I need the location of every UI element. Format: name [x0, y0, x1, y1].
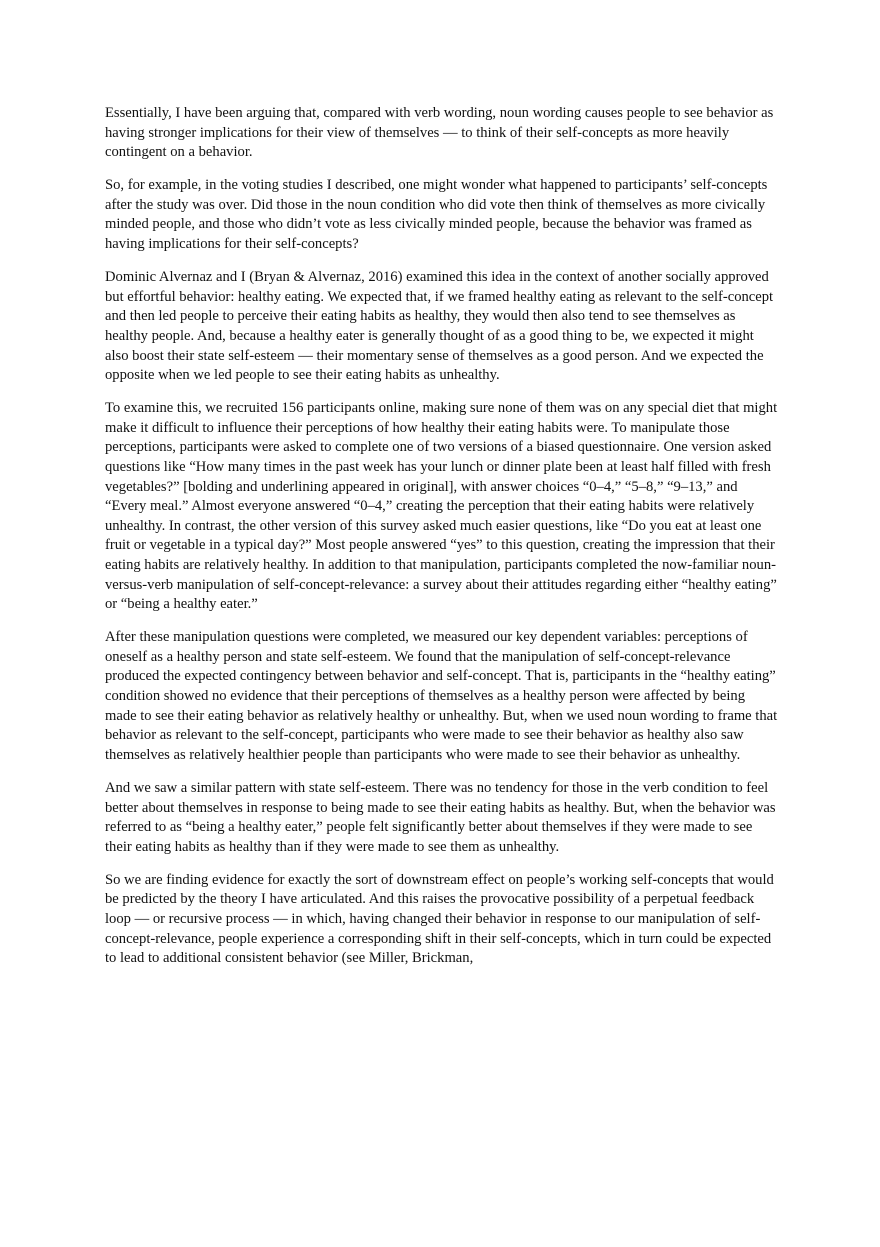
paragraph-7: So we are finding evidence for exactly the sort of downstream effect on people’s working self-concepts that would be predicted by the theory I have articulated. And this raises the provocative possibility of a perpetual feedback loop — or recursive process — in which, having changed their behavior in response to our manipulation of self-concept-relevance, people experience a corresponding shift in their self-concepts, which in turn could be expected to lead to additional consistent behavior (see Miller, Brickman, — [105, 871, 774, 967]
paragraph-2: So, for example, in the voting studies I described, one might wonder what happened to participants’ self-concepts after the study was over. Did those in the noun condition who did vote then think of themselves as more civically minded people, and those who didn’t vote as less civically minded people, because the behavior was framed as having implications for their self-concepts? — [105, 177, 768, 253]
paragraph-1: Essentially, I have been arguing that, compared with verb wording, noun wording causes people to see behavior as having stronger implications for their view of themselves — to think of their self-concepts as more heavily contingent on a behavior. — [105, 105, 774, 161]
paragraph-3: Dominic Alvernaz and I (Bryan & Alvernaz, 2016) examined this idea in the context of another socially approved but effortful behavior: healthy eating. We expected that, if we framed healthy eating as relevant to the self-concept and then led people to perceive their eating habits as healthy, they would then also tend to see themselves as healthy people. And, because a healthy eater is generally thought of as a good thing to be, we expected it might also boost their state self-esteem — their momentary sense of themselves as a good person. And we expected the opposite when we led people to see their eating habits as unhealthy. — [105, 269, 774, 384]
body-text — [105, 104, 780, 982]
paragraph-6: And we saw a similar pattern with state self-esteem. There was no tendency for those in the verb condition to feel better about themselves in response to being made to see their eating habits as healthy. But, when the behavior was referred to as “being a healthy eater,” people felt significantly better about themselves if they were made to see their eating habits as healthy than if they were made to see them as unhealthy. — [105, 779, 776, 855]
paragraph-4: To examine this, we recruited 156 participants online, making sure none of them was on any special diet that might make it difficult to influence their perceptions of how healthy their eating habits were. To manipulate those perceptions, participants were asked to complete one of two versions of a biased questionnaire. One version asked questions like “How many times in the past week has your lunch or dinner plate been at least half filled with fresh vegetables?” [bolding and underlining appeared in original], with answer choices “0–4,” “5–8,” “9–13,” and “Every meal.” Almost everyone answered “0–4,” creating the perception that their eating habits were relatively unhealthy. In contrast, the other version of this survey asked much easier questions, like “Do you eat at least one fruit or vegetable in a typical day?” Most people answered “yes” to this question, creating the impression that their eating habits are relatively healthy. In addition to that manipulation, participants completed the now-familiar noun-versus-verb manipulation of self-concept-relevance: a survey about their attitudes regarding either “healthy eating” or “being a healthy eater.” — [105, 400, 778, 613]
paragraph-5: After these manipulation questions were completed, we measured our key dependent variables: perceptions of oneself as a healthy person and state self-esteem. We found that the manipulation of self-concept-relevance produced the expected contingency between behavior and self-concept. That is, participants in the “healthy eating” condition showed no evidence that their perceptions of themselves as a healthy person were affected by being made to see their eating behavior as relatively healthy or unhealthy. But, when we used noun wording to frame that behavior as relevant to the self-concept, participants who were made to see their behavior as healthy also saw themselves as relatively healthier people than participants who were made to see their behavior as unhealthy. — [105, 629, 778, 763]
